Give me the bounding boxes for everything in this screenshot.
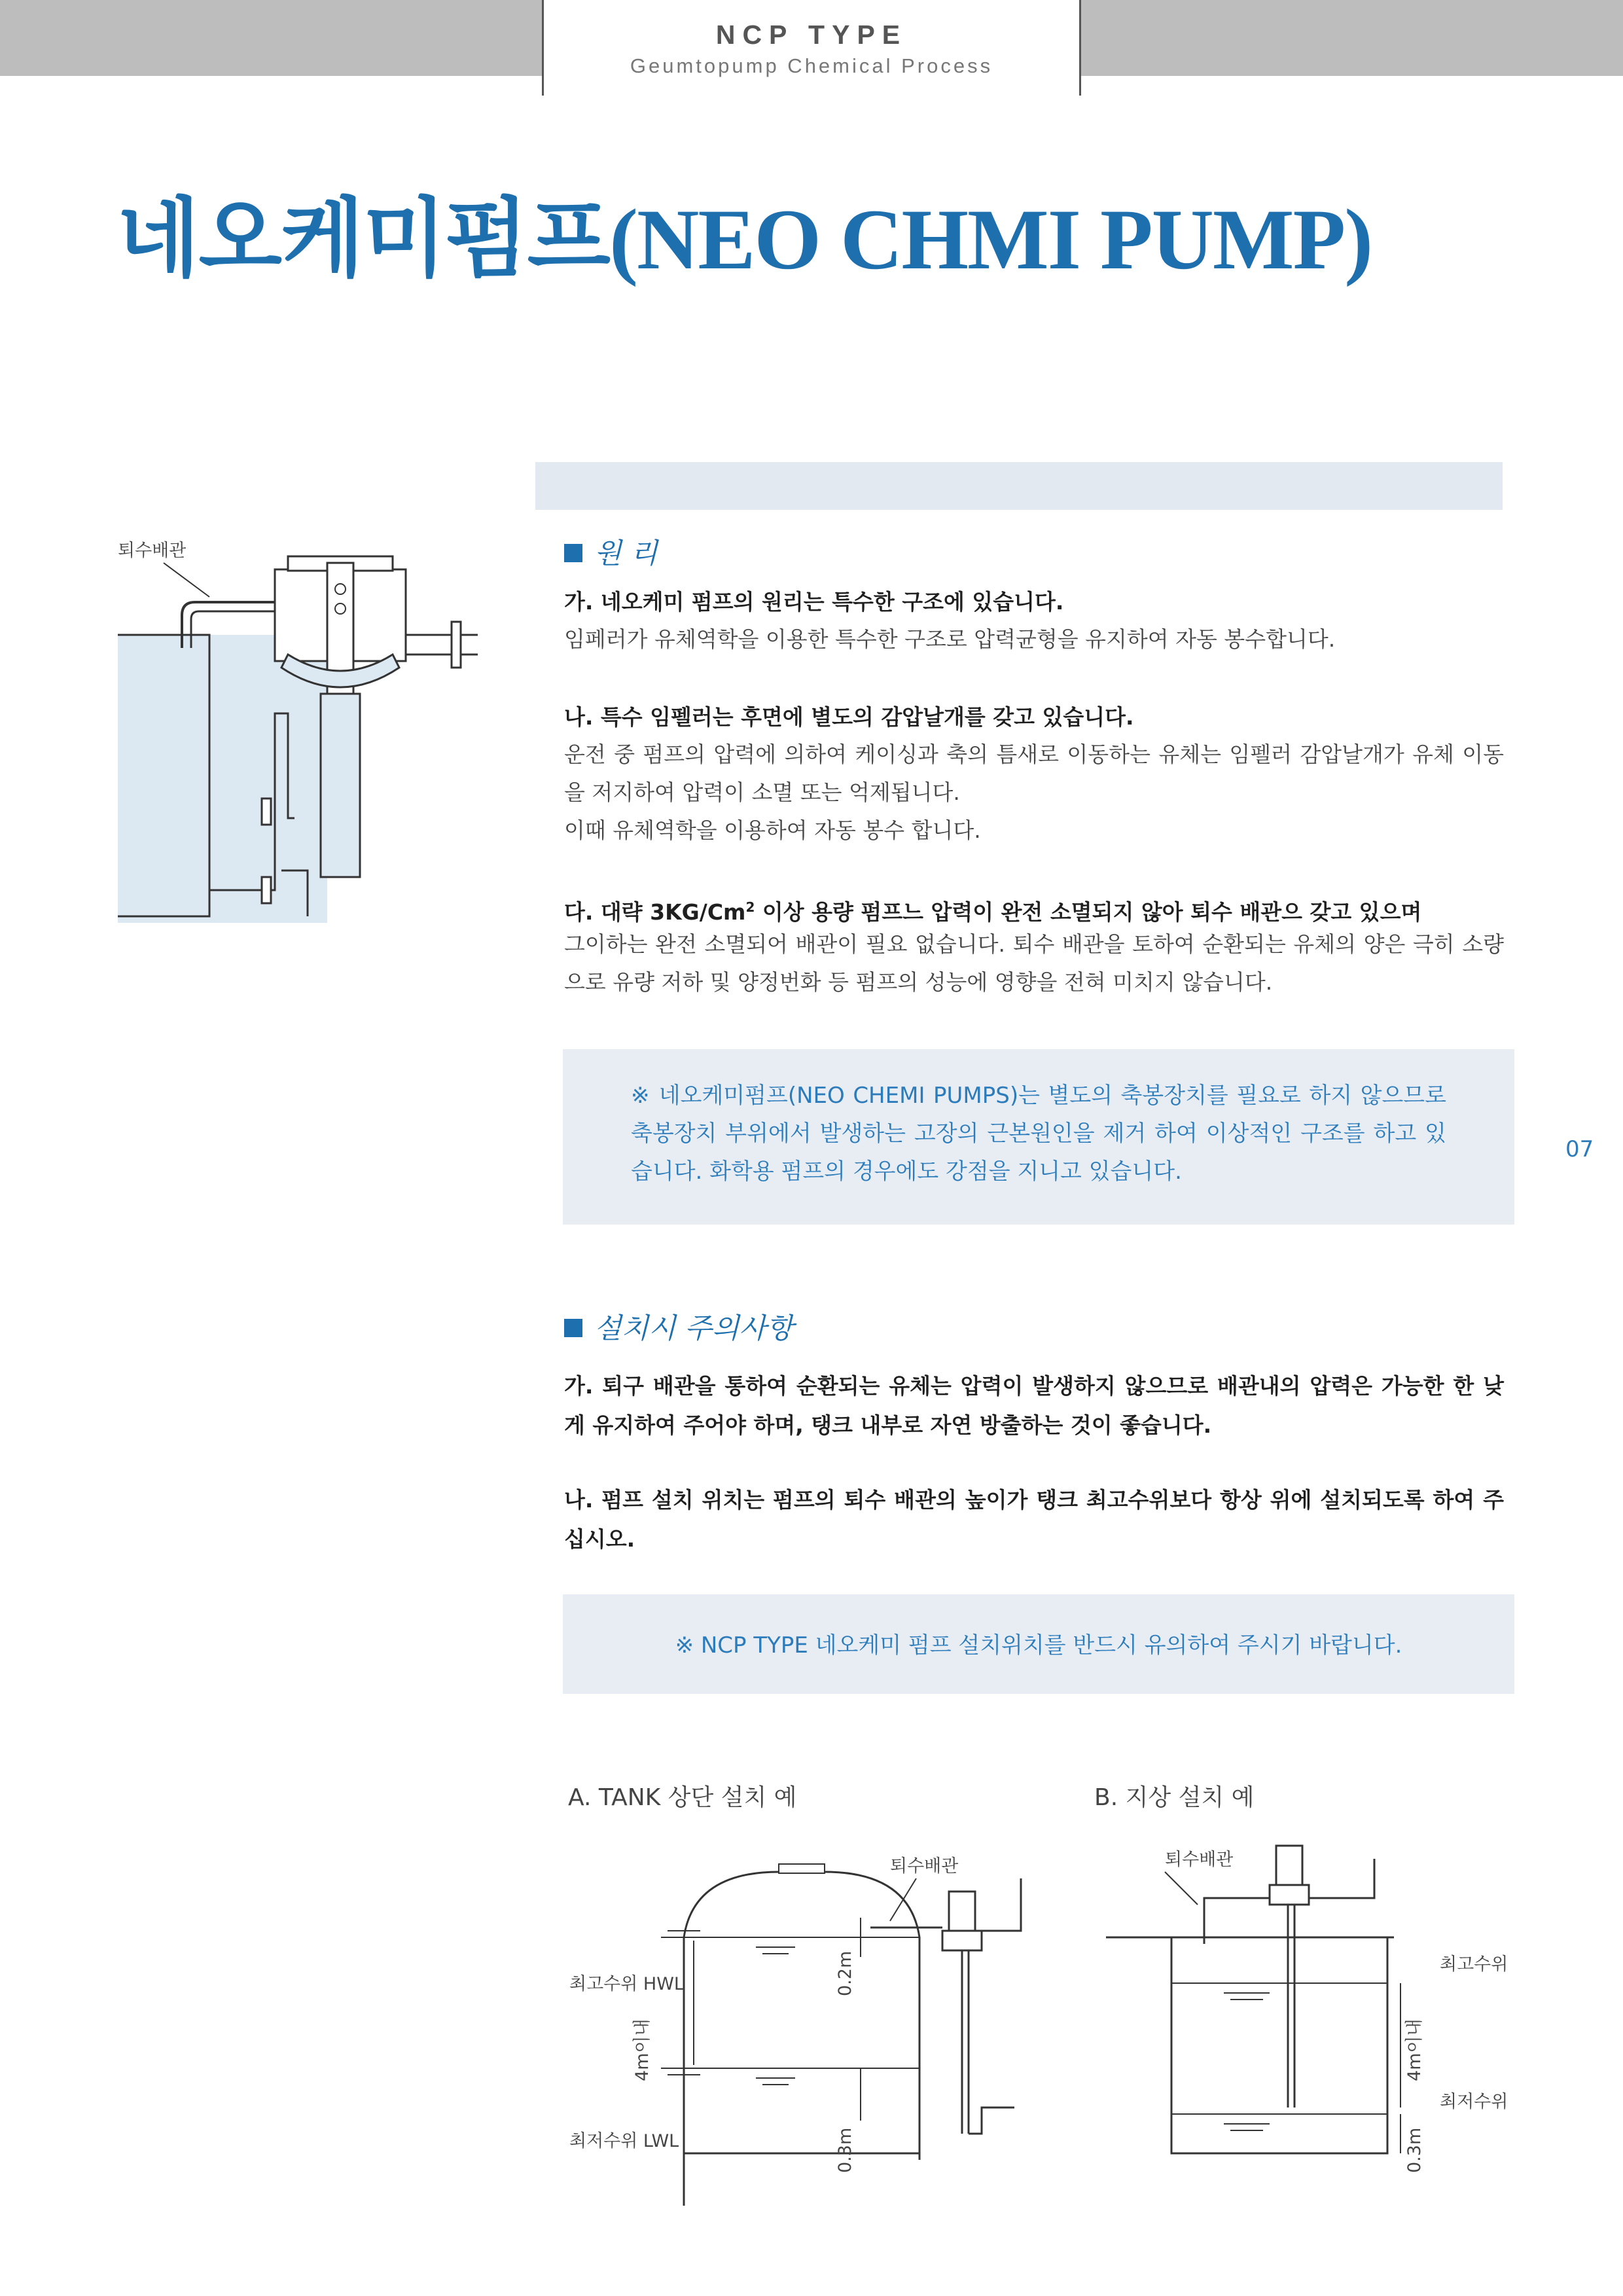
diagram-b-caption: B. 지상 설치 예 xyxy=(1094,1784,1255,1811)
page-number: 07 xyxy=(1565,1136,1594,1162)
install-heading xyxy=(564,1306,793,1346)
header-subtitle: Geumtopump Chemical Process xyxy=(630,54,993,77)
note-box-1 xyxy=(563,1049,1514,1225)
install-heading-text: 설치시 주의사항 xyxy=(594,1312,794,1345)
install-a-text: 가. 퇴구 배관을 통하여 순환되는 유체는 압력이 발생하지 않으므로 배관내의 압력은 가능한 한 낮게 유지하여 주어야 하며, 탱크 내부로 자연 방출하는 것이 좋습니다. xyxy=(564,1373,1504,1438)
principle-a-title: 가. 네오케미 펌프의 원리는 특수한 구조에 있습니다. xyxy=(564,589,1064,615)
diagram-a-bottom-gap: 0.3m xyxy=(835,2127,855,2173)
principle-c-title-post: 이상 용량 펌프느 압력이 완전 소멸되지 않아 퇴수 배관으 갖고 있으며 xyxy=(755,899,1422,925)
diagram-b-depth-label: 4m이내 xyxy=(1404,2018,1425,2081)
diagram-a-top-gap: 0.2m xyxy=(835,1950,855,1996)
principle-b-title: 나. 특수 임펠러는 후면에 별도의 감압날개를 갖고 있습니다. xyxy=(564,704,1134,730)
pump-cross-section-diagram xyxy=(111,537,504,929)
diagram-a-depth-label: 4m이내 xyxy=(632,2018,652,2081)
principle-c-title-pre: 다. 대략 3KG/Cm xyxy=(564,899,746,925)
diagram-b-bottom-gap: 0.3m xyxy=(1404,2127,1425,2173)
diagram-a-tank-install xyxy=(563,1846,1073,2186)
page-title: 네오케미펌프(NEO CHMI PUMP) xyxy=(116,191,1372,287)
note-box-2 xyxy=(563,1594,1514,1694)
diagram-a-caption: A. TANK 상단 설치 예 xyxy=(568,1784,797,1811)
diagram-b-lwl-label: 최저수위 xyxy=(1440,2092,1508,2112)
note-1-text: ※ 네오케미펌프(NEO CHEMI PUMPS)는 별도의 축봉장치를 필요로 하지 않으므로 축봉장치 부위에서 발생하는 고장의 근본원인을 제거 하여 이상적인 구조를 하고 있습니다. 화학용 펌프의 경우에도 강점을 지니고 있습니다. xyxy=(631,1083,1446,1185)
square-bullet-icon xyxy=(564,1319,582,1337)
drain-pipe-label: 퇴수배관 xyxy=(118,541,187,561)
diagram-a-lwl-label: 최저수위 LWL xyxy=(569,2131,679,2151)
principle-heading xyxy=(564,531,658,571)
principle-heading-text: 원 리 xyxy=(594,537,658,570)
header-bar-left xyxy=(0,0,542,76)
diagram-b-hwl-label: 최고수위 xyxy=(1440,1954,1508,1975)
principle-a-text: 임페러가 유체역학을 이용한 특수한 구조로 압력균형을 유지하여 자동 봉수합니다. xyxy=(564,626,1336,652)
header-title: NCP TYPE xyxy=(715,20,908,50)
diagram-a-hwl-label: 최고수위 HWL xyxy=(569,1974,684,1994)
header-bar-right xyxy=(1081,0,1623,76)
square-bullet-icon xyxy=(564,544,582,562)
note-2-text: ※ NCP TYPE 네오케미 펌프 설치위치를 반드시 유의하여 주시기 바랍니다. xyxy=(675,1632,1402,1659)
principle-c-text: 그이하는 완전 소멸되어 배관이 필요 없습니다. 퇴수 배관을 토하여 순환되는 유체의 양은 극히 소량으로 유량 저하 및 양정번화 등 펌프의 성능에 영향을 전혀 미치지 않습니다. xyxy=(564,931,1504,995)
principle-c-title-sup: 2 xyxy=(745,899,755,915)
diagram-b-drain-label: 퇴수배관 xyxy=(1165,1850,1234,1870)
liquid-area xyxy=(118,635,327,923)
title-band xyxy=(535,462,1503,510)
principle-b-text-2: 이때 유체역학을 이용하여 자동 봉수 합니다. xyxy=(564,817,981,843)
principle-b-text-1: 운전 중 펌프의 압력에 의하여 케이싱과 축의 틈새로 이동하는 유체는 임펠러 감압날개가 유체 이동을 저지하여 압력이 소멸 또는 억제됩니다. xyxy=(564,742,1504,805)
header-box xyxy=(542,0,1081,96)
diagram-b-ground-install xyxy=(1099,1846,1518,2186)
install-b-text: 나. 펌프 설치 위치는 펌프의 퇴수 배관의 높이가 탱크 최고수위보다 항상 위에 설치되도록 하여 주십시오. xyxy=(564,1487,1504,1552)
diagram-a-drain-label: 퇴수배관 xyxy=(890,1856,959,1876)
